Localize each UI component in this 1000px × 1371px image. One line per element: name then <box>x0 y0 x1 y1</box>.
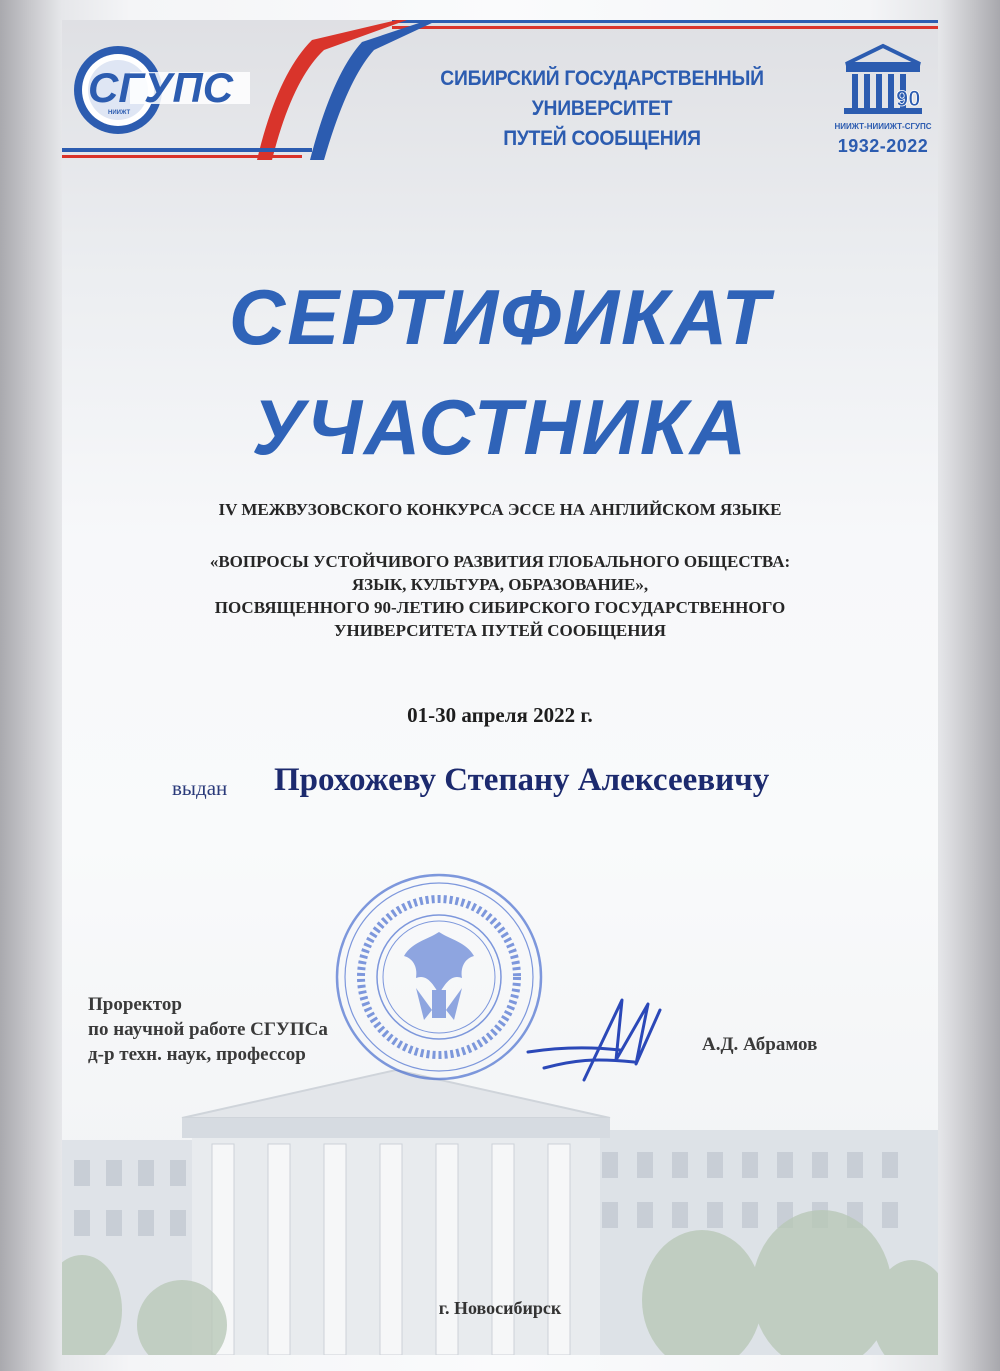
theme-line: ЯЗЫК, КУЛЬТУРА, ОБРАЗОВАНИЕ», <box>351 575 649 594</box>
theme-line: УНИВЕРСИТЕТА ПУТЕЙ СООБЩЕНИЯ <box>334 621 666 640</box>
anniversary-names: НИИЖТ-НИИИЖТ-СГУПС <box>834 122 932 131</box>
university-name-line2: ПУТЕЙ СООБЩЕНИЯ <box>503 127 701 150</box>
contest-theme <box>62 550 938 642</box>
logo-badge: НИИЖТ <box>108 110 131 116</box>
building-icon <box>842 42 924 120</box>
city-label: г. Новосибирск <box>438 1298 562 1318</box>
university-name-line1: СИБИРСКИЙ ГОСУДАРСТВЕННЫЙ УНИВЕРСИТЕТ <box>440 67 764 120</box>
signatory-title-line: по научной работе СГУПСа <box>88 1019 328 1040</box>
official-seal-stamp <box>332 870 547 1085</box>
contest-name: IV МЕЖВУЗОВСКОГО КОНКУРСА ЭССЕ НА АНГЛИЙСКОМ ЯЗЫКЕ <box>218 500 782 519</box>
sgups-logo <box>70 42 250 137</box>
certificate-title: СЕРТИФИКАТ <box>228 273 772 361</box>
contest-date: 01-30 апреля 2022 г. <box>407 703 593 727</box>
signatory-name: А.Д. Абрамов <box>702 1034 818 1055</box>
anniversary-number: 90 <box>896 86 921 111</box>
handwritten-signature <box>524 990 664 1090</box>
anniversary-years: 1932-2022 <box>837 136 929 156</box>
theme-line: «ВОПРОСЫ УСТОЙЧИВОГО РАЗВИТИЯ ГЛОБАЛЬНОГО ОБЩЕСТВА: <box>209 552 791 571</box>
certificate-sheet <box>62 20 938 1355</box>
logo-text: СГУПС <box>88 64 234 111</box>
university-name <box>390 64 813 154</box>
anniversary-emblem <box>828 42 938 162</box>
certificate-subtitle: УЧАСТНИКА <box>251 383 749 471</box>
signatory-title-line: д-р техн. наук, профессор <box>88 1044 306 1065</box>
issued-label: выдан <box>172 776 228 800</box>
signatory-title-line: Проректор <box>88 994 182 1015</box>
signatory-position <box>88 992 328 1067</box>
recipient-name: Прохожеву Степану Алексеевичу <box>274 762 770 798</box>
theme-line: ПОСВЯЩЕННОГО 90-ЛЕТИЮ СИБИРСКОГО ГОСУДАРСТВЕННОГО <box>214 598 786 617</box>
